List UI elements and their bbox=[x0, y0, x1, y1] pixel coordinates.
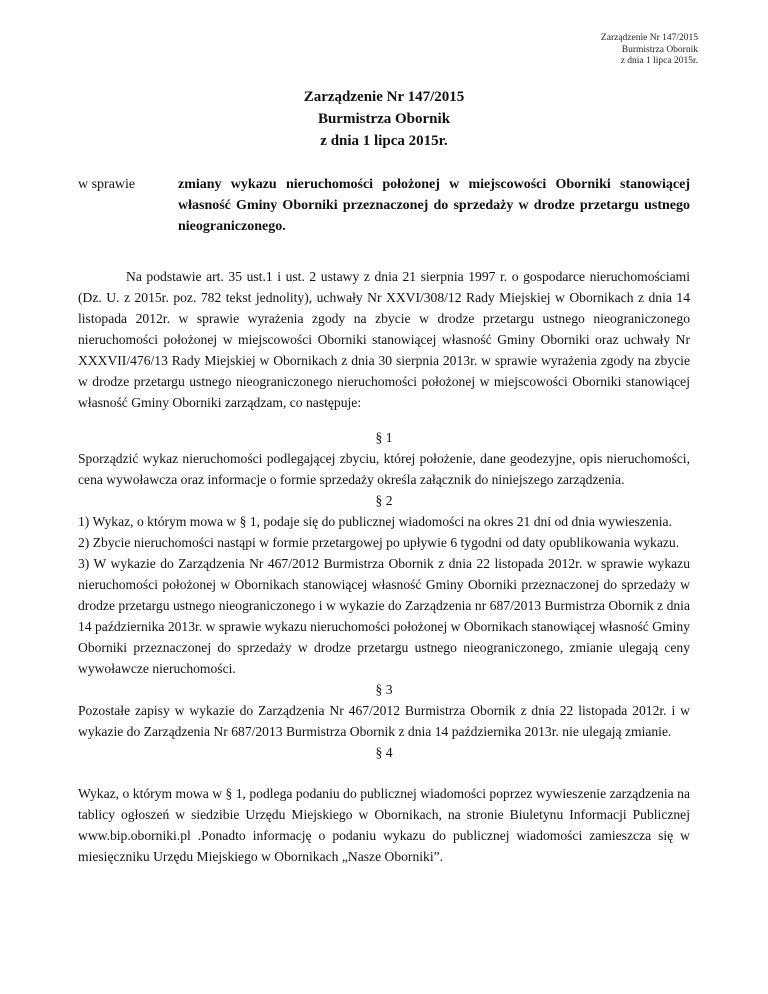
subject-row bbox=[78, 174, 690, 237]
header-note bbox=[601, 33, 698, 68]
title-line1: Zarządzenie Nr 147/2015 bbox=[303, 89, 465, 105]
section-2-point-1: 1) Wykaz, o którym mowa w § 1, podaje się do publicznej wiadomości na okres 21 dni od dnia wywieszenia. bbox=[78, 514, 672, 529]
section-3-text: Pozostałe zapisy w wykazie do Zarządzenia Nr 467/2012 Burmistrza Obornik z dnia 22 listopada 2012r. i w wykazie do Zarządzenia Nr 687/2013 Burmistrza Obornik z dnia 14 października 2013r. nie ulegają zmianie. bbox=[78, 703, 690, 739]
section-4-mark: § 4 bbox=[375, 745, 393, 760]
subject-label: w sprawie bbox=[78, 177, 136, 192]
section-1-text: Sporządzić wykaz nieruchomości podlegającej zbyciu, której położenie, dane geodezyjne, opis nieruchomości, cena wywoławcza oraz informacje o formie sprzedaży określa załącznik do niniejszego zarządzenia. bbox=[78, 451, 690, 487]
section-2-mark: § 2 bbox=[375, 493, 393, 508]
intro-paragraph: Na podstawie art. 35 ust.1 i ust. 2 ustawy z dnia 21 sierpnia 1997 r. o gospodarce nieruchomościami (Dz. U. z 2015r. poz. 782 tekst jednolity), uchwały Nr XXVI/308/12 Rady Miejskiej w Obornikach z dnia 14 listopada 2012r. w sprawie wyrażenia zgody na zbycie w drodze przetargu ustnego nieograniczonego nieruchomości położonej w miejscowości Oborniki stanowiącej własność Gminy Oborniki oraz uchwały Nr XXXVII/476/13 Rady Miejskiej w Obornikach z dnia 30 sierpnia 2013r. w sprawie wyrażenia zgody na zbycie w drodze przetargu ustnego nieograniczonego nieruchomości położonej w miejscowości Oborniki stanowiącej własność Gminy Oborniki zarządzam, co następuje: bbox=[78, 269, 690, 410]
header-note-line3: z dnia 1 lipca 2015r. bbox=[620, 56, 698, 66]
section-4-text: Wykaz, o którym mowa w § 1, podlega podaniu do publicznej wiadomości poprzez wywieszenie zarządzenia na tablicy ogłoszeń w siedzibie Urzędu Miejskiego w Obornikach, na stronie Biuletynu Informacji Publicznej www.bip.oborniki.pl .Ponadto informację o podaniu wykazu do publicznej wiadomości zamieszcza się w miesięczniku Urzędu Miejskiego w Obornikach „Nasze Oborniki”. bbox=[78, 786, 690, 864]
header-note-line2: Burmistrza Obornik bbox=[621, 44, 698, 55]
document-body bbox=[78, 266, 690, 867]
section-2-point-3: 3) W wykazie do Zarządzenia Nr 467/2012 Burmistrza Obornik z dnia 22 listopada 2012r. w sprawie wykazu nieruchomości położonej w Obornikach stanowiącej własność Gminy Oborniki przeznaczonej do sprzedaży w drodze przetargu ustnego nieograniczonego i w wykazie do Zarządzenia nr 687/2013 Burmistrza Obornik z dnia 14 października 2013r. w sprawie wykazu nieruchomości położonej w Obornikach stanowiącej własność Gminy Oborniki przeznaczonej do sprzedaży w drodze przetargu ustnego nieograniczonego, zmianie ulegają ceny wywoławcze nieruchomości. bbox=[78, 556, 690, 676]
subject-text: zmiany wykazu nieruchomości położonej w miejscowości Oborniki stanowiącej własność Gminy Oborniki przeznaczonej do sprzedaży w drodze przetargu ustnego nieograniczonego. bbox=[178, 177, 690, 234]
section-1-mark: § 1 bbox=[375, 430, 393, 445]
title-line3: z dnia 1 lipca 2015r. bbox=[320, 133, 448, 149]
document-title bbox=[0, 86, 768, 152]
section-2-point-2: 2) Zbycie nieruchomości nastąpi w formie przetargowej po upływie 6 tygodni od daty opublikowania wykazu. bbox=[78, 535, 680, 550]
header-note-line1: Zarządzenie Nr 147/2015 bbox=[600, 33, 698, 43]
title-line2: Burmistrza Obornik bbox=[317, 111, 451, 127]
section-3-mark: § 3 bbox=[375, 682, 393, 697]
